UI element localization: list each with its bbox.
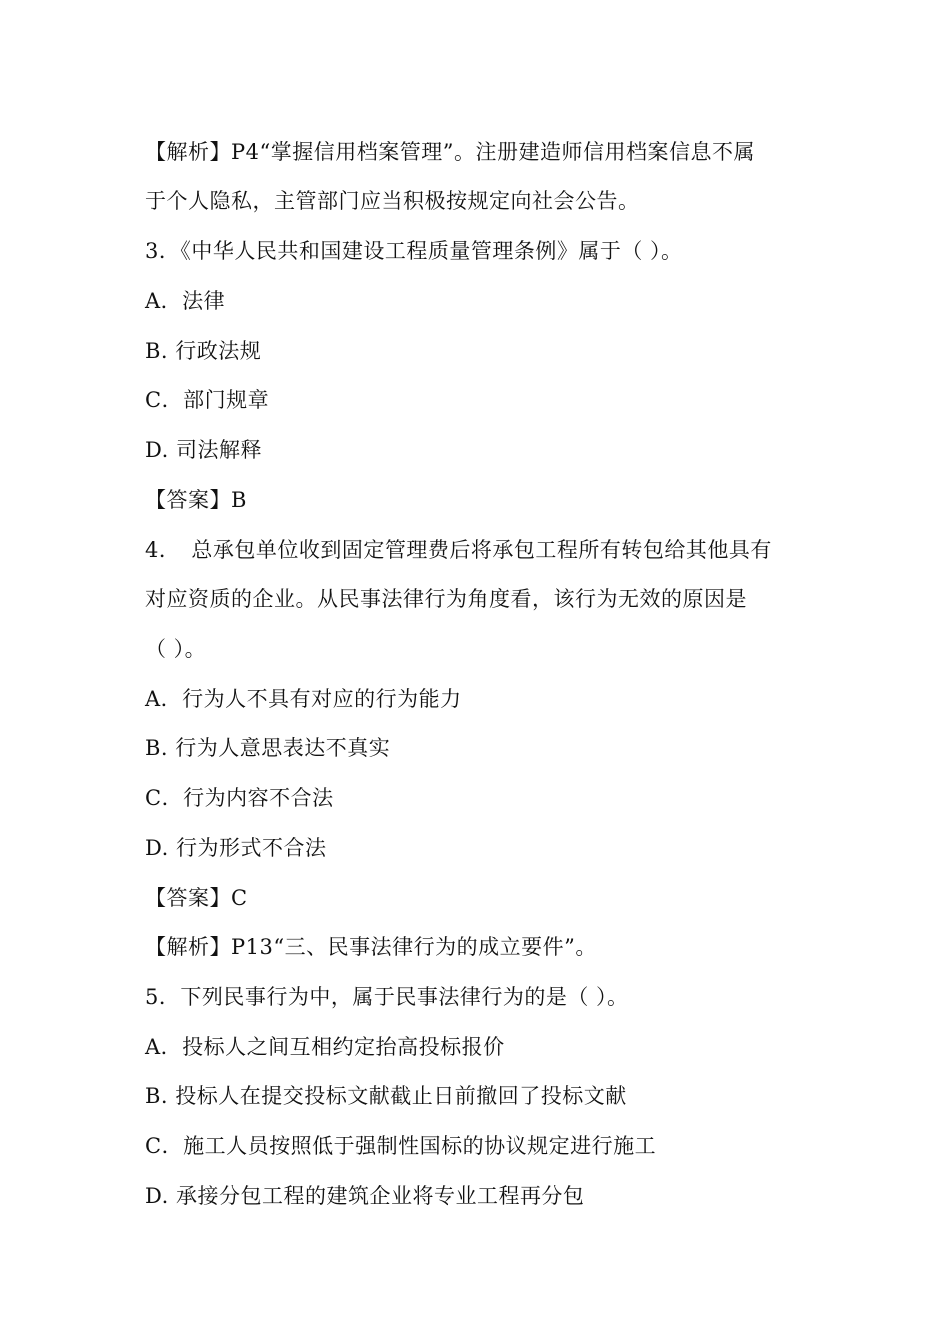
question-5: 5．下列民事行为中，属于民事法律行为的是（ ）。 (145, 985, 629, 1009)
question-4-option-a: A．行为人不具有对应的行为能力 (145, 687, 462, 711)
question-3-option-c: C．部门规章 (145, 388, 270, 412)
question-4-continued: 对应资质的企业。从民事法律行为角度看，该行为无效的原因是 (145, 587, 747, 611)
question-4-option-b: B. 行为人意思表达不真实 (145, 736, 391, 760)
question-5-option-c: C．施工人员按照低于强制性国标的协议规定进行施工 (145, 1134, 657, 1158)
question-3-option-a: A．法律 (145, 289, 226, 313)
question-3-answer: 【答案】B (145, 488, 247, 512)
analysis-line-continued: 于个人隐私，主管部门应当积极按规定向社会公告。 (145, 189, 640, 213)
question-5-option-b: B. 投标人在提交投标文献截止日前撤回了投标文献 (145, 1084, 627, 1108)
question-3: 3．《中华人民共和国建设工程质量管理条例》属于（ ）。 (145, 239, 683, 263)
question-4-analysis: 【解析】P13“三、民事法律行为的成立要件”。 (145, 935, 597, 959)
question-4: 4． 总承包单位收到固定管理费后将承包工程所有转包给其他具有 (145, 538, 772, 562)
question-4-option-d: D. 行为形式不合法 (145, 836, 327, 860)
question-4-option-c: C．行为内容不合法 (145, 786, 334, 810)
question-3-option-d: D. 司法解释 (145, 438, 262, 462)
question-4-answer: 【答案】C (145, 886, 248, 910)
question-4-blank: （ ）。 (145, 637, 207, 661)
question-3-option-b: B. 行政法规 (145, 339, 262, 363)
question-5-option-d: D. 承接分包工程的建筑企业将专业工程再分包 (145, 1184, 585, 1208)
analysis-line: 【解析】P4“掌握信用档案管理”。注册建造师信用档案信息不属 (145, 140, 755, 164)
question-5-option-a: A．投标人之间互相约定抬高投标报价 (145, 1035, 505, 1059)
